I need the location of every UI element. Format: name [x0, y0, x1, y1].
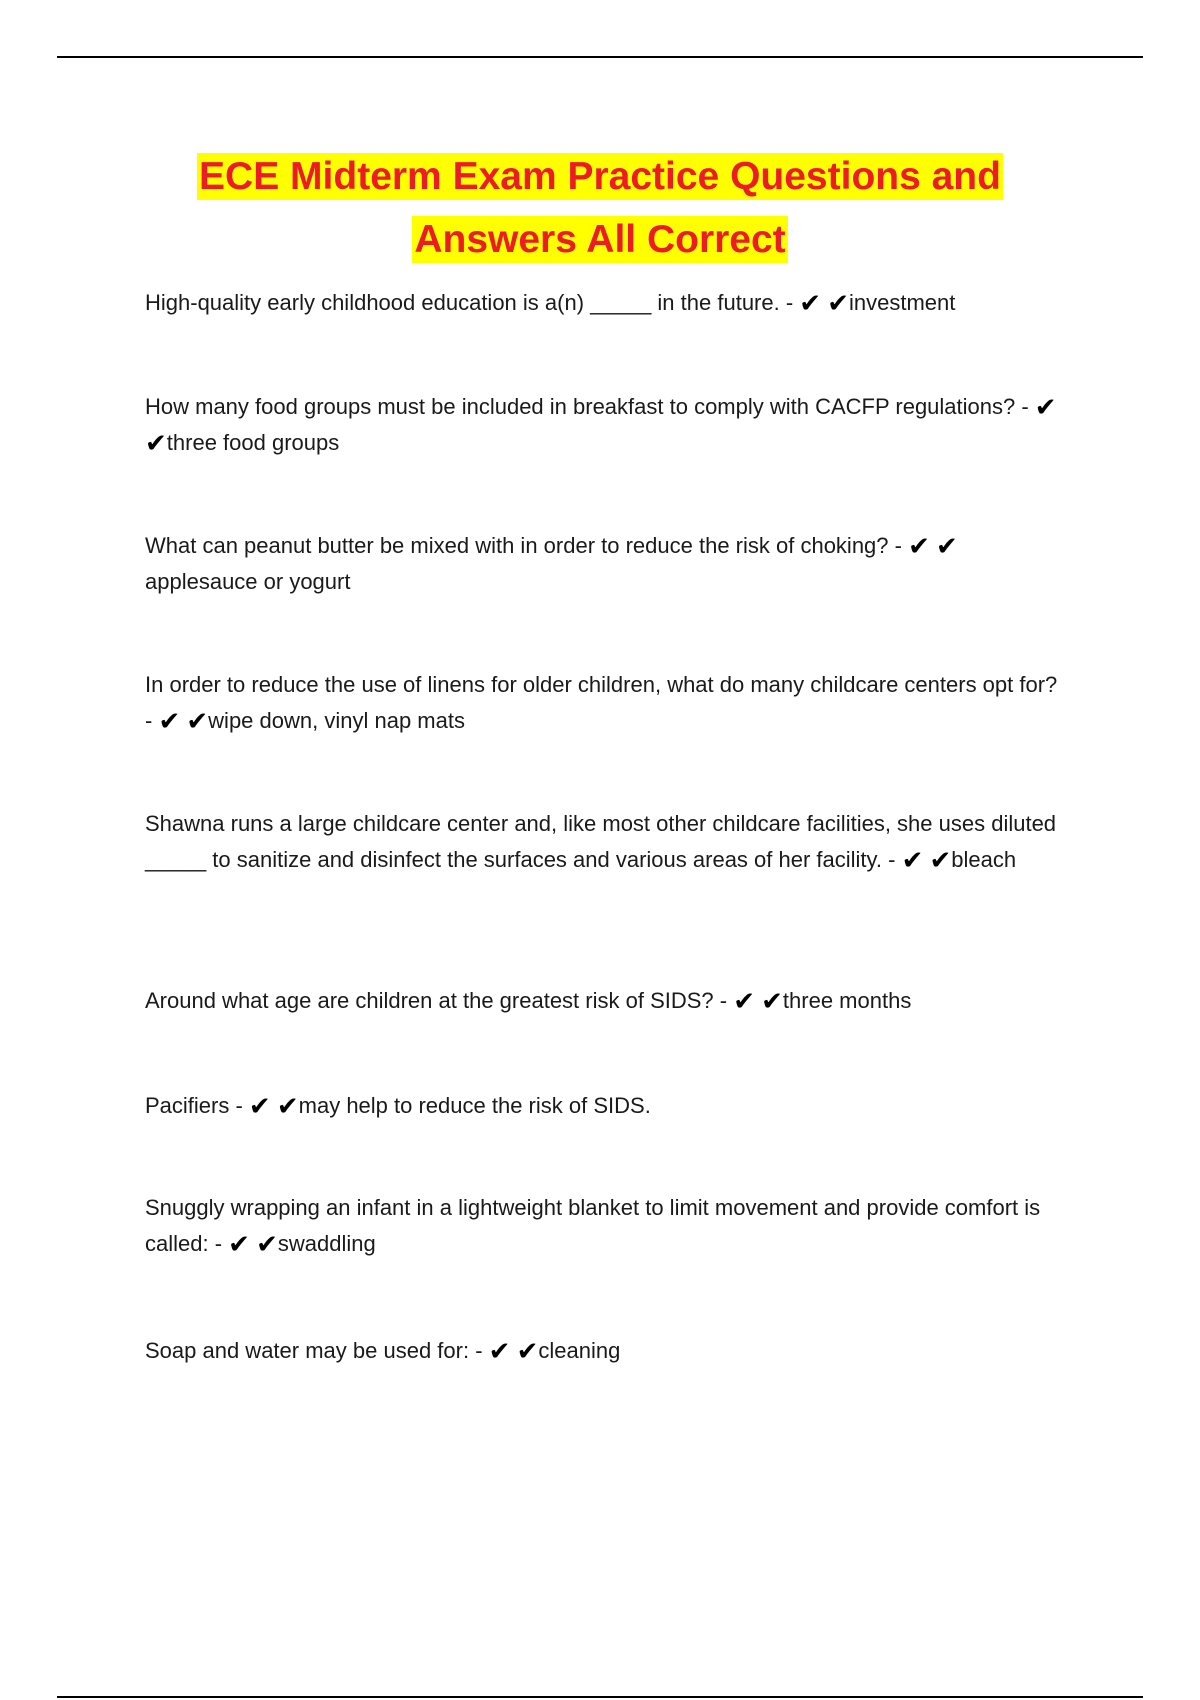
qa-item-3 — [145, 528, 1070, 600]
qa-item-7 — [145, 1088, 1070, 1124]
question-text: High-quality early childhood education is a(n) _____ in the future. - — [145, 290, 800, 315]
answer-text: investment — [849, 290, 956, 315]
answer-text: three food groups — [166, 430, 340, 455]
qa-item-8 — [145, 1190, 1070, 1262]
check-icon: ✔ — [908, 532, 930, 562]
answer-text: may help to reduce the risk of SIDS. — [298, 1093, 651, 1118]
check-icon: ✔ — [186, 707, 209, 737]
answer-text: bleach — [951, 847, 1017, 872]
check-icon: ✔ — [145, 429, 167, 459]
qa-item-2 — [145, 389, 1070, 461]
question-text: In order to reduce the use of linens for older children, what do many childcare centers opt for? - — [145, 672, 1058, 733]
answer-text: swaddling — [277, 1231, 376, 1256]
answer-text: cleaning — [538, 1338, 621, 1363]
check-icon: ✔ — [827, 289, 849, 319]
qa-item-6 — [145, 983, 1070, 1019]
check-icon: ✔ — [761, 987, 783, 1017]
check-icon: ✔ — [248, 1092, 271, 1122]
bottom-rule — [57, 1696, 1143, 1698]
question-text: Snuggly wrapping an infant in a lightweight blanket to limit movement and provide comfort is called: - — [145, 1195, 1041, 1256]
check-icon: ✔ — [733, 987, 755, 1017]
question-text: Around what age are children at the greatest risk of SIDS? - — [145, 988, 734, 1013]
check-icon: ✔ — [929, 846, 952, 876]
check-icon: ✔ — [799, 289, 822, 319]
answer-text: applesauce or yogurt — [145, 569, 351, 594]
question-text: Soap and water may be used for: - — [145, 1338, 489, 1363]
document-title — [0, 145, 1200, 271]
check-icon: ✔ — [488, 1337, 511, 1367]
check-icon: ✔ — [158, 707, 181, 737]
title-line-2: Answers All Correct — [414, 218, 786, 261]
qa-item-4 — [145, 667, 1070, 739]
answer-text: three months — [782, 988, 912, 1013]
check-icon: ✔ — [1034, 393, 1057, 423]
qa-item-9 — [145, 1333, 1070, 1369]
title-line-1: ECE Midterm Exam Practice Questions and — [199, 155, 1001, 198]
qa-item-5 — [145, 806, 1070, 878]
check-icon: ✔ — [228, 1230, 250, 1260]
question-text: Shawna runs a large childcare center and, like most other childcare facilities, she uses diluted _____ to sanitize and disinfect the surfaces and various areas of her facility. - — [145, 811, 1057, 872]
answer-text: wipe down, vinyl nap mats — [208, 708, 465, 733]
question-text: What can peanut butter be mixed with in order to reduce the risk of choking? - — [145, 533, 909, 558]
check-icon: ✔ — [936, 532, 958, 562]
question-text: How many food groups must be included in breakfast to comply with CACFP regulations? - — [145, 394, 1035, 419]
check-icon: ✔ — [516, 1337, 539, 1367]
check-icon: ✔ — [256, 1230, 278, 1260]
top-rule — [57, 56, 1143, 58]
question-text: Pacifiers - — [145, 1093, 249, 1118]
check-icon: ✔ — [901, 846, 924, 876]
qa-item-1 — [145, 285, 1070, 321]
check-icon: ✔ — [276, 1092, 299, 1122]
